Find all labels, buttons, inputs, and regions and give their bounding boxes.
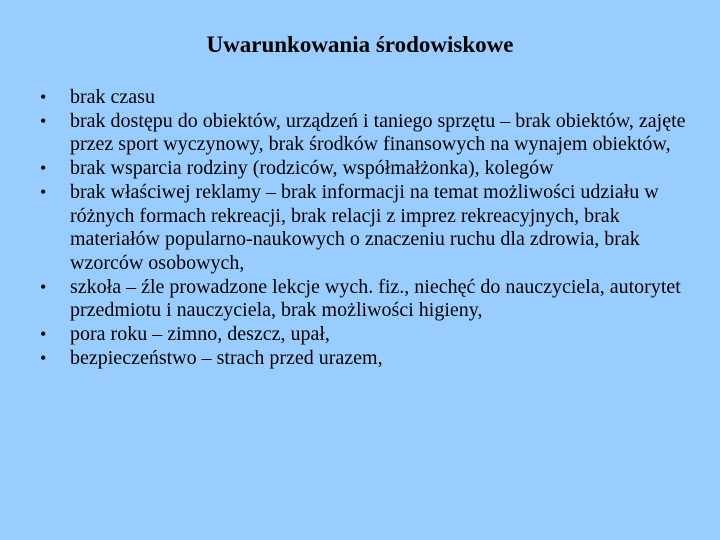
- bullet-icon: •: [40, 347, 47, 368]
- bullet-item: [40, 347, 690, 371]
- bullet-item: [40, 86, 690, 110]
- bullet-icon: •: [40, 110, 47, 131]
- bullet-item: [40, 181, 690, 276]
- bullet-item: [40, 323, 690, 347]
- bullet-item: [40, 276, 690, 323]
- bullet-icon: •: [40, 181, 47, 202]
- bullet-text: brak wsparcia rodziny (rodziców, współmałżonka), kolegów: [70, 157, 554, 180]
- bullet-item: [40, 110, 690, 157]
- bullet-text: bezpieczeństwo – strach przed urazem,: [70, 346, 383, 369]
- bullet-icon: •: [40, 276, 47, 297]
- bullet-text: brak czasu: [70, 86, 155, 108]
- bullet-text: szkoła – źle prowadzone lekcje wych. fiz., niechęć do nauczyciela, autorytet przedmiotu i nauczyciela, brak możliwości higieny,: [70, 275, 681, 322]
- bullet-list: [40, 86, 690, 370]
- bullet-icon: •: [40, 324, 47, 345]
- bullet-icon: •: [40, 158, 47, 179]
- bullet-text: pora roku – zimno, deszcz, upał,: [70, 323, 330, 346]
- bullet-item: [40, 157, 690, 181]
- bullet-icon: •: [40, 87, 47, 107]
- bullet-text: brak właściwej reklamy – brak informacji na temat możliwości udziału w różnych formach rekreacji, brak relacji z imprez rekreacyjnych, brak materiałów popularno-naukowych o znaczeniu ruchu dla zdrowia, brak wzorców osobowych,: [70, 180, 659, 274]
- bullet-text: brak dostępu do obiektów, urządzeń i taniego sprzętu – brak obiektów, zajęte przez sport wyczynowy, brak środków finansowych na wynajem obiektów,: [70, 109, 686, 156]
- slide-title: Uwarunkowania środowiskowe: [206, 32, 514, 57]
